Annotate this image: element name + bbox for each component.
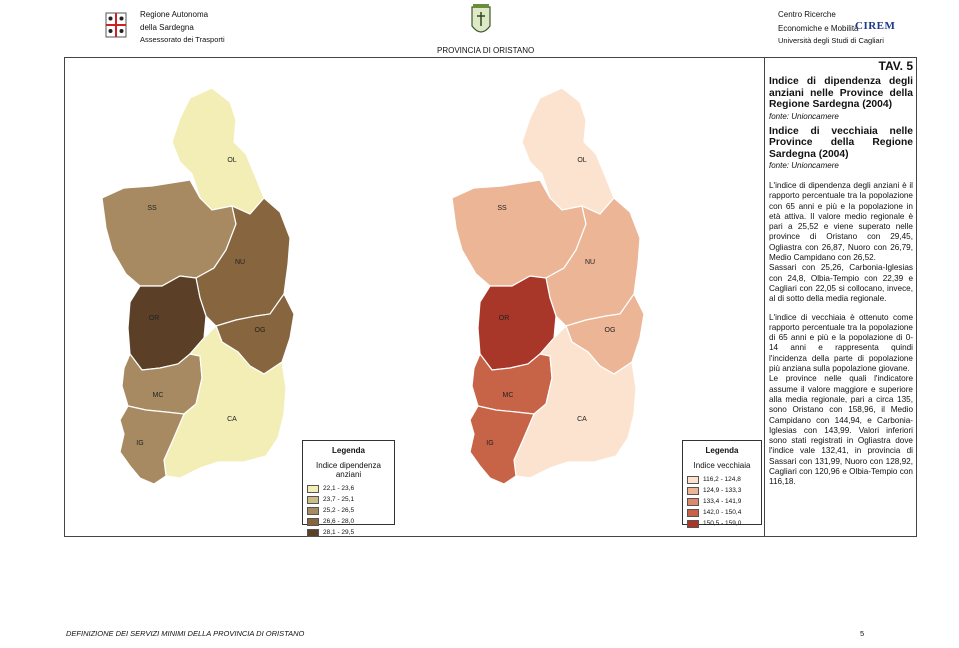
province-label-or: OR xyxy=(498,315,510,322)
province-label-mc: MC xyxy=(502,392,514,399)
legend-class-2 xyxy=(687,485,761,496)
province-label-ca: CA xyxy=(577,416,587,423)
province-label-ig: IG xyxy=(136,440,144,447)
legend-label: 22,1 - 23,6 xyxy=(323,485,355,492)
header-right-line-2: Economiche e Mobilità xyxy=(778,23,859,33)
source-vecchiaia: fonte: Unioncamere xyxy=(769,161,839,170)
province-label-or: OR xyxy=(148,315,160,322)
footer-text: DEFINIZIONE DEI SERVIZI MINIMI DELLA PROVINCIA DI ORISTANO xyxy=(66,629,305,638)
header-center: PROVINCIA DI ORISTANO xyxy=(437,46,535,55)
legend-label: 23,7 - 25,1 xyxy=(323,496,355,503)
map-dipendenza-anziani xyxy=(102,88,294,484)
legend-title: Legenda xyxy=(705,446,739,455)
header-right-line-1: Centro Ricerche xyxy=(778,10,836,19)
header-right-line-3: Università degli Studi di Cagliari xyxy=(778,36,884,45)
province-label-ol: OL xyxy=(227,157,237,164)
cirem-logo: CIREM xyxy=(855,20,896,32)
map-indice-vecchiaia xyxy=(452,88,644,484)
legend-class-1 xyxy=(307,483,394,494)
legend-label: 150,5 - 159,0 xyxy=(703,520,742,527)
legend-class-4 xyxy=(307,516,394,527)
source-dipendenza: fonte: Unioncamere xyxy=(769,111,839,121)
legend-label: 133,4 - 141,9 xyxy=(703,498,742,505)
legend-label: 28,1 - 29,5 xyxy=(323,529,355,536)
legend-dipendenza xyxy=(302,440,395,536)
legend-swatch xyxy=(307,518,319,526)
legend-subtitle: Indice vecchiaia xyxy=(693,461,751,470)
legend-class-2 xyxy=(307,494,394,505)
province-label-nu: NU xyxy=(234,259,246,266)
legend-class-4 xyxy=(687,507,761,518)
legend-label: 124,9 - 133,3 xyxy=(703,487,742,494)
header-left-line-3: Assessorato dei Trasporti xyxy=(140,35,225,44)
legend-swatch xyxy=(687,498,699,506)
legend-swatch xyxy=(307,485,319,493)
province-label-mc: MC xyxy=(152,392,164,399)
legend-swatch xyxy=(687,509,699,517)
description-panel xyxy=(769,60,913,488)
header-left-line-1: Regione Autonoma xyxy=(140,10,209,19)
legend-class-5 xyxy=(687,518,761,529)
paragraph-vecchiaia-1: L'indice di vecchiaia è ottenuto come rapporto percentuale tra la popolazione di 65 anni e più e la popolazione di 0-14 anni e rappresenta quindi l'incidenza della parte di popolazione più anziana sulla popolazione giovane. xyxy=(769,312,913,374)
paragraph-dipendenza-2: Sassari con 25,26, Carbonia-Iglesias con 24,8, Olbia-Tempio con 22,39 e Cagliari con 22,05 si collocano, invece, al di sotto della media regionale. xyxy=(769,263,913,304)
table-number: TAV. 5 xyxy=(878,59,913,73)
province-label-nu: NU xyxy=(584,259,596,266)
legend-vecchiaia xyxy=(682,440,762,525)
title-dipendenza: Indice di dipendenza degli anziani nelle Province della Regione Sardegna (2004) xyxy=(769,76,913,110)
legend-class-1 xyxy=(687,474,761,485)
header-left-line-2: della Sardegna xyxy=(140,22,194,32)
legend-swatch xyxy=(687,476,699,484)
legend-swatch xyxy=(687,487,699,495)
title-vecchiaia: Indice di vecchiaia nelle Province della Regione Sardegna (2004) xyxy=(769,125,913,160)
legend-label: 116,2 - 124,8 xyxy=(703,476,741,483)
legend-label: 26,6 - 28,0 xyxy=(323,518,355,525)
legend-label: 25,2 - 26,5 xyxy=(323,507,355,514)
legend-label: 142,0 - 150,4 xyxy=(703,509,742,516)
province-label-ca: CA xyxy=(227,416,237,423)
legend-class-3 xyxy=(307,505,394,516)
legend-class-5 xyxy=(307,527,394,538)
province-label-ig: IG xyxy=(486,440,494,447)
legend-swatch xyxy=(307,496,319,504)
legend-swatch xyxy=(307,529,319,537)
legend-swatch xyxy=(687,520,699,528)
page-number: 5 xyxy=(860,629,865,638)
paragraph-dipendenza-1: L'indice di dipendenza degli anziani è il rapporto percentuale tra la popolazione con 65 anni e più e la popolazione in età attiva. Il valore medio regionale è pari a 25,52 e viene superato nelle province di Oristano con 29,45, Ogliastra con 26,87, Nuoro con 26,79, Medio Campidano con 26,52. xyxy=(769,181,913,263)
province-label-og: OG xyxy=(254,327,266,334)
paragraph-vecchiaia-2: Le province nelle quali l'indicatore assume il valore maggiore e superiore alla media regionale, pari a circa 135, sono Oristano con 158,96, il Medio Campidano con 144,94, e Carbonia-Iglesias con 143,99. Valori inferiori sono stati registrati in Ogliastra dove l'indice vale 132,41, in provincia di Sassari con 131,99, Nuoro con 128,92, Cagliari con 120,96 e Olbia-Tempio con 116,18. xyxy=(769,374,913,487)
province-label-ol: OL xyxy=(577,157,587,164)
legend-title: Legenda xyxy=(332,446,365,455)
province-label-ss: SS xyxy=(147,205,157,212)
province-label-ss: SS xyxy=(497,205,507,212)
province-label-og: OG xyxy=(604,327,616,334)
legend-swatch xyxy=(307,507,319,515)
legend-subtitle: Indice dipendenza anziani xyxy=(316,461,381,479)
legend-class-3 xyxy=(687,496,761,507)
